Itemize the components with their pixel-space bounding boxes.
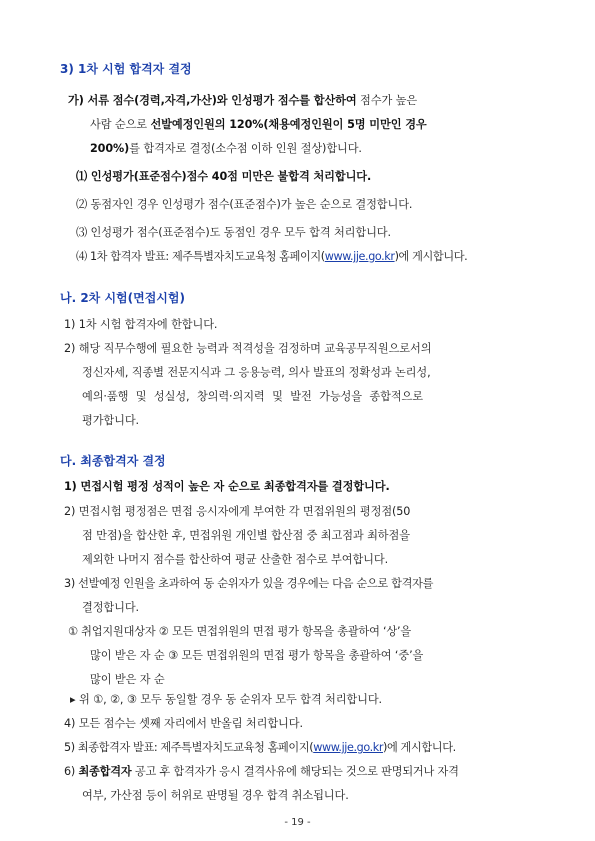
ga-line-3 xyxy=(90,142,362,156)
ga-line-1-bold: 가) 서류 점수(경력,자격,가산)와 인성평가 점수를 합산하여 xyxy=(68,94,357,107)
da-note: ▸ 위 ①, ②, ③ 모두 동일할 경우 동 순위자 모두 합격 처리합니다. xyxy=(70,693,382,706)
ga-item-4-text: ⑷ 1차 합격자 발표: 제주특별자치도교육청 홈페이지( xyxy=(76,250,325,263)
da-order-line-2: 많이 받은 자 순 ③ 모든 면접위원의 면접 평가 항목을 총괄하여 ‘중’을 xyxy=(90,649,424,662)
na-item-2-line-2: 정신자세, 직종별 전문지식과 그 응용능력, 의사 발표의 정확성과 논리성, xyxy=(82,366,431,379)
na-item-2-line-3: 예의·품행 및 성실성, 창의력·의지력 및 발전 가능성을 종합적으로 xyxy=(82,390,423,403)
ga-line-2 xyxy=(90,118,427,132)
da-item-3-line-2: 결정합니다. xyxy=(82,601,139,614)
da-item-6-line-1 xyxy=(64,765,459,779)
na-item-1: 1) 1차 시험 합격자에 한합니다. xyxy=(64,318,218,331)
ga-line-1-rest: 점수가 높은 xyxy=(356,94,418,107)
da-item-6-line-2: 여부, 가산점 등이 허위로 판명될 경우 합격 취소됩니다. xyxy=(82,789,349,802)
da-item-2-line-2: 점 만점)을 합산한 후, 면접위원 개인별 합산점 중 최고점과 최하점을 xyxy=(82,529,410,542)
heading-final-pass: 다. 최종합격자 결정 xyxy=(60,454,166,468)
ga-line-2-bold: 선발예정인원의 120%(채용예정인원이 5명 미만인 경우 xyxy=(150,118,427,131)
da-item-6-num: 6) xyxy=(64,765,79,778)
na-item-2-line-1: 2) 해당 직무수행에 필요한 능력과 적격성을 검정하며 교육공무직원으로서의 xyxy=(64,342,432,355)
da-item-6-bold: 최종합격자 xyxy=(78,765,132,778)
da-item-6-rest: 공고 후 합격자가 응시 결격사유에 해당되는 것으로 판명되거나 자격 xyxy=(131,765,459,778)
da-item-2-line-1: 2) 면접시험 평정점은 면접 응시자에게 부여한 각 면접위원의 평정점(50 xyxy=(64,505,411,518)
da-item-2-line-3: 제외한 나머지 점수를 합산하여 평균 산출한 점수로 부여합니다. xyxy=(82,553,389,566)
ga-line-2-start: 사람 순으로 xyxy=(90,118,151,131)
na-item-2-line-4: 평가합니다. xyxy=(82,414,139,427)
ga-item-2: ⑵ 동점자인 경우 인성평가 점수(표준점수)가 높은 순으로 결정합니다. xyxy=(76,198,413,211)
ga-line-1 xyxy=(68,94,417,108)
da-item-3-line-1: 3) 선발예정 인원을 초과하여 동 순위자가 있을 경우에는 다음 순으로 합격자를 xyxy=(64,577,434,590)
page-number: - 19 - xyxy=(284,817,311,828)
ga-item-1: ⑴ 인성평가(표준점수)점수 40점 미만은 불합격 처리합니다. xyxy=(76,170,372,183)
da-item-4: 4) 모든 점수는 셋째 자리에서 반올림 처리합니다. xyxy=(64,717,303,730)
da-order-line-1: ① 취업지원대상자 ② 모든 면접위원의 면접 평가 항목을 총괄하여 ‘상’을 xyxy=(68,625,411,638)
ga-line-3-rest: 를 합격자로 결정(소수점 이하 인원 절상)합니다. xyxy=(129,142,362,155)
da-order-line-3: 많이 받은 자 순 xyxy=(90,673,165,686)
ga-item-4-tail: )에 게시합니다. xyxy=(394,250,468,263)
ga-item-4 xyxy=(76,250,467,264)
ga-line-3-bold: 200%) xyxy=(90,142,130,155)
da-item-5 xyxy=(64,741,456,755)
da-item-1: 1) 면접시험 평정 성적이 높은 자 순으로 최종합격자를 결정합니다. xyxy=(64,480,390,493)
da-item-5-text: 5) 최종합격자 발표: 제주특별자치도교육청 홈페이지( xyxy=(64,741,314,754)
heading-first-exam-pass: 3) 1차 시험 합격자 결정 xyxy=(60,62,192,76)
homepage-link-final[interactable]: www.jje.go.kr xyxy=(313,741,384,754)
heading-second-exam: 나. 2차 시험(면접시험) xyxy=(60,291,185,305)
da-item-5-tail: )에 게시합니다. xyxy=(383,741,456,754)
ga-item-3: ⑶ 인성평가 점수(표준점수)도 동점인 경우 모두 합격 처리합니다. xyxy=(76,226,391,239)
homepage-link[interactable]: www.jje.go.kr xyxy=(324,250,395,263)
